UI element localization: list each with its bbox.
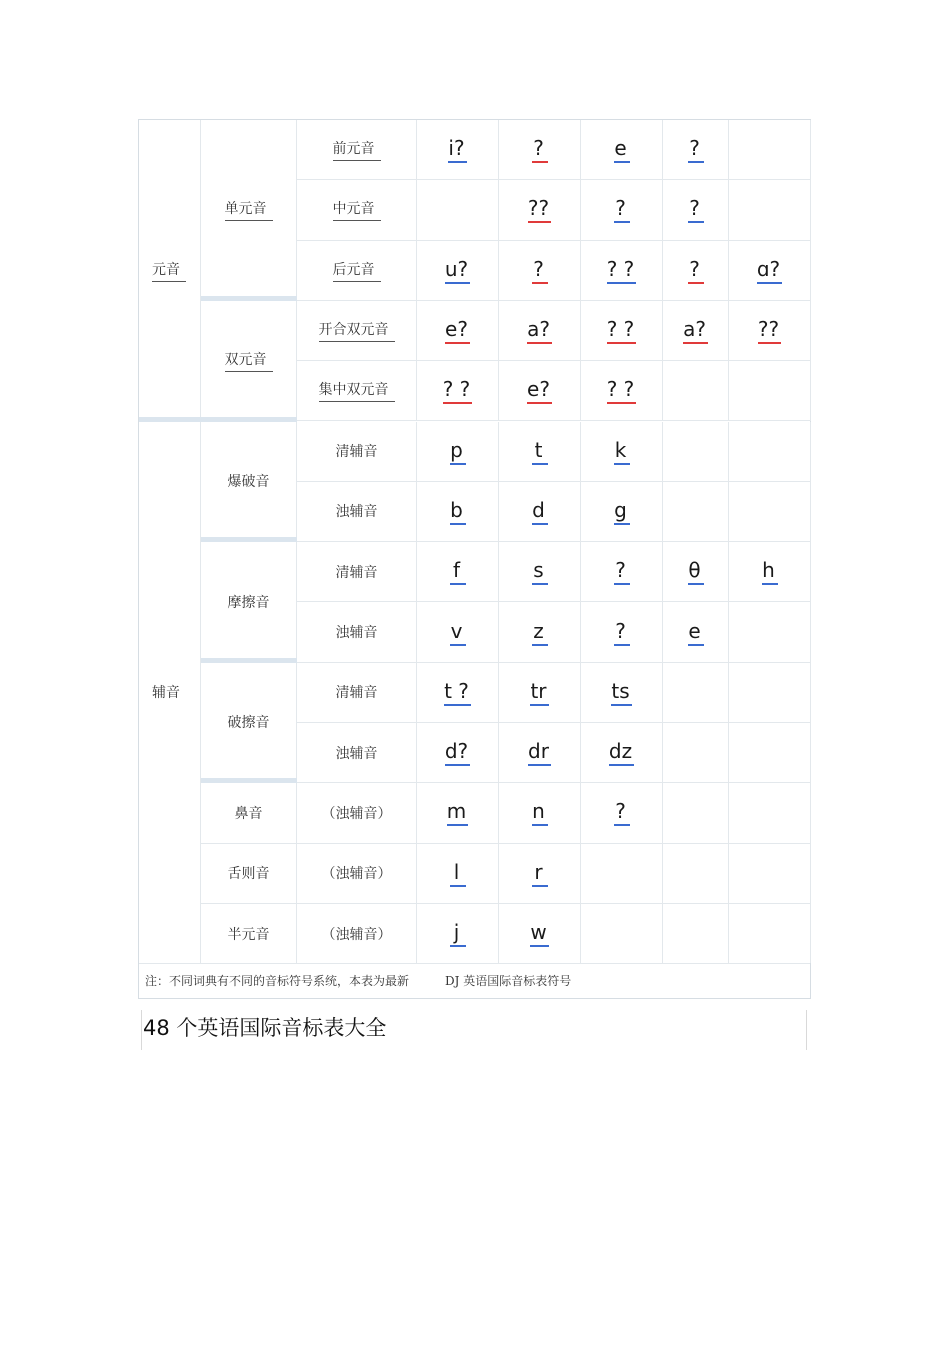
- group-separator: [201, 658, 297, 663]
- subcategory-cell: [297, 361, 417, 421]
- phonetic-symbol-cell: [663, 361, 729, 421]
- subcategory-cell: [297, 482, 417, 542]
- monophthongs-group: [201, 120, 297, 301]
- phonetic-symbol: e?: [445, 317, 470, 344]
- phonetic-symbol-cell: [663, 482, 729, 542]
- phonetic-symbol-cell: [581, 663, 663, 723]
- phonetic-symbol-cell: [417, 663, 499, 723]
- subcategory-cell: [297, 301, 417, 361]
- phonetic-symbol: j: [450, 920, 466, 947]
- laterals-group: [201, 844, 297, 904]
- phonetic-symbol: m: [447, 799, 468, 826]
- phonetic-symbol-cell: [581, 120, 663, 180]
- subcategory-cell-label: 开合双元音: [319, 319, 395, 342]
- phonetic-symbol-cell: [663, 301, 729, 361]
- subcategory-cell-label: 集中双元音: [319, 379, 395, 402]
- phonetic-symbol: g: [614, 498, 630, 525]
- phonetic-symbol-cell: [417, 120, 499, 180]
- phonetic-symbol-cell: [581, 723, 663, 783]
- phonetic-symbol: ?: [614, 196, 630, 223]
- phonetic-symbol-cell: [499, 241, 581, 301]
- phonetic-symbol: ? ?: [607, 377, 637, 404]
- subcategory-cell-label: 浊辅音: [335, 745, 378, 762]
- phonetic-symbol-cell: [417, 422, 499, 482]
- subcategory-cell: [297, 542, 417, 602]
- phonetic-symbol-cell: [729, 301, 811, 361]
- phonetic-symbol-cell: [663, 542, 729, 602]
- phonetic-symbol: ? ?: [607, 257, 637, 284]
- semivowels-group: [201, 904, 297, 964]
- phonetic-symbol: k: [614, 438, 630, 465]
- phonetic-symbol: e?: [527, 377, 552, 404]
- phonetic-symbol-cell: [581, 482, 663, 542]
- phonetic-symbol-cell: [729, 241, 811, 301]
- phonetic-symbol-cell: [729, 602, 811, 662]
- subcategory-cell-label: （浊辅音）: [321, 805, 392, 822]
- group-separator: [139, 417, 201, 422]
- divider-right: [806, 1010, 807, 1050]
- phonetic-symbol-cell: [499, 844, 581, 904]
- phonetic-symbol-cell: [729, 482, 811, 542]
- phonetic-symbol: u?: [445, 257, 470, 284]
- phonetic-symbol-cell: [499, 723, 581, 783]
- phonetic-symbol-cell: [499, 301, 581, 361]
- divider-left: [141, 1010, 142, 1050]
- phonetic-symbol-cell: [499, 904, 581, 964]
- phonetic-symbol: d?: [445, 739, 470, 766]
- subcategory-cell-label: 中元音: [333, 198, 381, 221]
- phonetic-symbol: tr: [530, 679, 548, 706]
- group-separator: [201, 537, 297, 542]
- subcategory-cell-label: 后元音: [333, 259, 381, 282]
- subcategory-cell-label: 浊辅音: [335, 504, 378, 521]
- phonetic-symbol: ?: [614, 799, 630, 826]
- phonetic-symbol: d: [532, 498, 548, 525]
- phonetic-symbol-cell: [499, 120, 581, 180]
- laterals-group-label: 舌则音: [227, 866, 270, 883]
- phonetic-symbol: b: [450, 498, 466, 525]
- affricates-group: [201, 663, 297, 784]
- phonetic-symbol-cell: [417, 542, 499, 602]
- phonetic-symbol-cell: [417, 904, 499, 964]
- phonetic-symbol-cell: [581, 602, 663, 662]
- phonetic-symbol: dr: [528, 739, 551, 766]
- vowels-category: [139, 120, 201, 422]
- phonetic-symbol-cell: [417, 361, 499, 421]
- phonetic-symbol-cell: [499, 180, 581, 240]
- phonetic-symbol: h: [762, 558, 778, 585]
- phonetic-symbol: t: [532, 438, 548, 465]
- phonetic-symbol-cell: [417, 301, 499, 361]
- phonetic-symbol-cell: [417, 241, 499, 301]
- phonetic-symbol: ts: [611, 679, 631, 706]
- phonetic-symbol-cell: [581, 241, 663, 301]
- phonetic-symbol-cell: [581, 422, 663, 482]
- phonetic-symbol-cell: [663, 844, 729, 904]
- phonetic-symbol: r: [532, 860, 548, 887]
- table-note: [138, 963, 811, 999]
- phonetic-symbol: dz: [609, 739, 634, 766]
- affricates-group-label: 破擦音: [227, 715, 270, 732]
- subcategory-cell: [297, 663, 417, 723]
- phonetic-symbol-cell: [663, 663, 729, 723]
- phonetic-symbol-cell: [729, 180, 811, 240]
- phonetic-symbol: n: [532, 799, 548, 826]
- phonetic-symbol-cell: [499, 783, 581, 843]
- diphthongs-group: [201, 301, 297, 422]
- subcategory-cell-label: 清辅音: [335, 564, 378, 581]
- phonetic-symbol-cell: [581, 180, 663, 240]
- phonetic-symbol-cell: [663, 180, 729, 240]
- phonetic-symbol-cell: [499, 422, 581, 482]
- phonetic-symbol: ??: [528, 196, 551, 223]
- phonetic-symbol: s: [532, 558, 548, 585]
- diphthongs-group-label: 双元音: [225, 349, 273, 372]
- phonetic-symbol-cell: [663, 120, 729, 180]
- phonetic-symbol: i?: [448, 136, 466, 163]
- subcategory-cell: [297, 602, 417, 662]
- subcategory-cell: [297, 904, 417, 964]
- phonetic-symbol-cell: [663, 422, 729, 482]
- phonetic-symbol-cell: [499, 602, 581, 662]
- fricatives-group: [201, 542, 297, 663]
- phonetic-symbol: p: [450, 438, 466, 465]
- phonetic-symbol: ?: [688, 257, 704, 284]
- phonetic-symbol-cell: [417, 844, 499, 904]
- phonetic-symbol-cell: [417, 180, 499, 240]
- group-separator: [201, 296, 297, 301]
- consonants-category-label: 辅音: [152, 685, 180, 702]
- subcategory-cell: [297, 723, 417, 783]
- phonetic-symbol: e: [688, 619, 704, 646]
- phonetic-symbol-cell: [417, 482, 499, 542]
- phonetic-symbol-cell: [581, 301, 663, 361]
- phonetic-table: [138, 119, 811, 999]
- phonetic-symbol-cell: [663, 723, 729, 783]
- phonetic-symbol-cell: [663, 241, 729, 301]
- phonetic-symbol: ? ?: [443, 377, 473, 404]
- phonetic-symbol-cell: [417, 783, 499, 843]
- vowels-category-label: 元音: [152, 259, 186, 282]
- nasals-group: [201, 783, 297, 843]
- phonetic-symbol: l: [450, 860, 466, 887]
- subcategory-cell: [297, 241, 417, 301]
- phonetic-symbol-cell: [663, 783, 729, 843]
- phonetic-symbol-cell: [581, 904, 663, 964]
- phonetic-symbol: z: [532, 619, 548, 646]
- phonetic-symbol: ? ?: [607, 317, 637, 344]
- subcategory-cell-label: （浊辅音）: [321, 926, 392, 943]
- phonetic-symbol-cell: [499, 663, 581, 723]
- subcategory-cell-label: 浊辅音: [335, 625, 378, 642]
- phonetic-symbol: ?: [532, 257, 548, 284]
- subcategory-cell: [297, 844, 417, 904]
- subcategory-cell: [297, 422, 417, 482]
- monophthongs-group-label: 单元音: [225, 198, 273, 221]
- phonetic-symbol: t ?: [444, 679, 471, 706]
- phonetic-symbol-cell: [581, 361, 663, 421]
- subcategory-cell: [297, 180, 417, 240]
- phonetic-symbol-cell: [729, 723, 811, 783]
- phonetic-symbol: ?: [688, 196, 704, 223]
- phonetic-symbol: e: [614, 136, 630, 163]
- phonetic-symbol-cell: [729, 844, 811, 904]
- phonetic-symbol-cell: [499, 361, 581, 421]
- phonetic-symbol: a?: [527, 317, 552, 344]
- subcategory-cell: [297, 783, 417, 843]
- phonetic-symbol: w: [530, 920, 548, 947]
- subcategory-cell-label: （浊辅音）: [321, 866, 392, 883]
- phonetic-symbol: ?: [614, 558, 630, 585]
- subcategory-cell-label: 前元音: [333, 138, 381, 161]
- phonetic-symbol-cell: [729, 904, 811, 964]
- phonetic-symbol-cell: [729, 783, 811, 843]
- phonetic-symbol-cell: [729, 120, 811, 180]
- page-title: 48 个英语国际音标表大全: [143, 1016, 387, 1040]
- plosives-group: [201, 422, 297, 543]
- phonetic-symbol-cell: [417, 723, 499, 783]
- group-separator: [201, 417, 297, 422]
- phonetic-symbol-cell: [581, 844, 663, 904]
- nasals-group-label: 鼻音: [234, 805, 263, 822]
- phonetic-symbol-cell: [729, 361, 811, 421]
- note-text-part2: DJ 英语国际音标表符号: [445, 974, 572, 988]
- phonetic-symbol: ɑ?: [757, 257, 782, 284]
- phonetic-symbol-cell: [729, 663, 811, 723]
- phonetic-symbol: ?: [532, 136, 548, 163]
- fricatives-group-label: 摩擦音: [227, 594, 270, 611]
- phonetic-symbol: ?: [614, 619, 630, 646]
- phonetic-symbol: v: [450, 619, 466, 646]
- subcategory-cell-label: 清辅音: [335, 444, 378, 461]
- phonetic-symbol: f: [450, 558, 466, 585]
- subcategory-cell: [297, 120, 417, 180]
- phonetic-symbol-cell: [499, 542, 581, 602]
- phonetic-symbol-cell: [729, 542, 811, 602]
- consonants-category: [139, 422, 201, 965]
- subcategory-cell-label: 清辅音: [335, 685, 378, 702]
- semivowels-group-label: 半元音: [227, 926, 270, 943]
- phonetic-symbol: ?: [688, 136, 704, 163]
- phonetic-symbol-cell: [499, 482, 581, 542]
- phonetic-symbol: a?: [683, 317, 708, 344]
- phonetic-symbol: ??: [758, 317, 781, 344]
- phonetic-symbol: θ: [688, 558, 704, 585]
- phonetic-symbol-cell: [581, 783, 663, 843]
- note-text-part1: 注：不同词典有不同的音标符号系统，本表为最新: [145, 974, 410, 988]
- group-separator: [201, 778, 297, 783]
- phonetic-symbol-cell: [663, 602, 729, 662]
- phonetic-symbol-cell: [581, 542, 663, 602]
- phonetic-symbol-cell: [729, 422, 811, 482]
- phonetic-symbol-cell: [663, 904, 729, 964]
- plosives-group-label: 爆破音: [227, 474, 270, 491]
- phonetic-symbol-cell: [417, 602, 499, 662]
